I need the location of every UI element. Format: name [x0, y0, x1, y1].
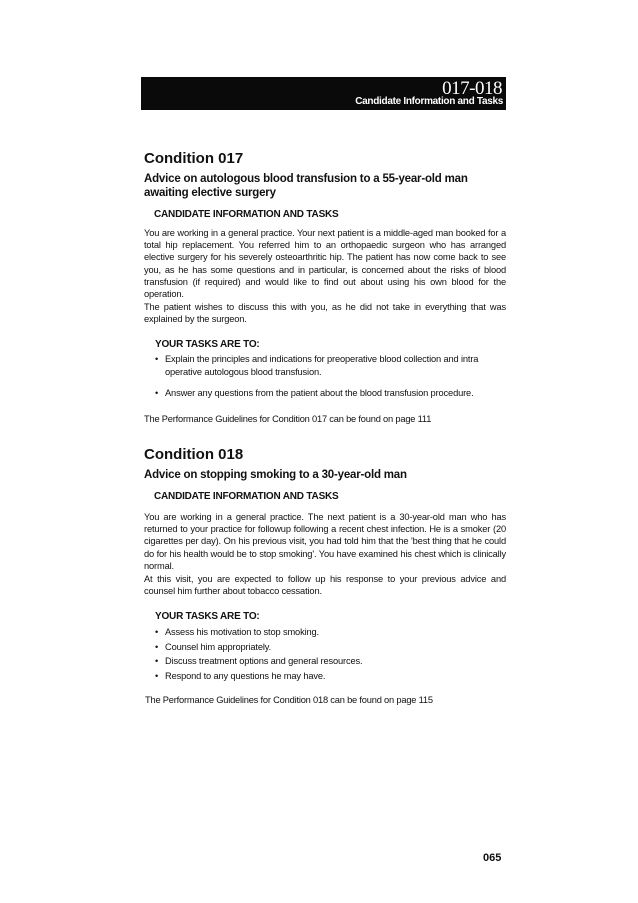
task-text: Answer any questions from the patient about the blood transfusion procedure. — [165, 388, 474, 398]
condition-017-guidelines-ref: The Performance Guidelines for Condition 017 can be found on page 111 — [144, 414, 432, 424]
condition-018-paragraph-1: You are working in a general practice. The next patient is a 30-year-old man who has returned to your practice for followup following a recent chest infection. He is a smoker (20 cigarettes per day). On his previous visit, you had told him that the 'best thing that he could do for his health would be to stop smoking'. You have examined his chest which is clinically normal. — [144, 512, 506, 571]
page-number: 065 — [483, 852, 502, 864]
condition-018-info — [144, 511, 506, 597]
task-text: Respond to any questions he may have. — [165, 670, 326, 681]
condition-017-subtitle-line1: Advice on autologous blood transfusion to a 55-year-old man — [144, 173, 468, 185]
condition-018-task-list — [155, 626, 500, 682]
header-code: 017-018 — [442, 78, 502, 99]
bullet-icon: • — [155, 656, 159, 666]
task-text: Counsel him appropriately. — [165, 641, 271, 652]
bullet-icon: • — [155, 641, 159, 652]
condition-018-task-item — [155, 655, 500, 668]
bullet-icon: • — [155, 670, 159, 681]
condition-018-guidelines-ref: The Performance Guidelines for Condition 018 can be found on page 115 — [145, 695, 433, 705]
condition-017-task-list — [155, 353, 500, 400]
condition-017-subtitle-line2: awaiting elective surgery — [144, 187, 276, 199]
condition-017-task-item — [155, 353, 500, 378]
condition-017-title-block — [144, 150, 506, 200]
condition-018-task-item — [155, 670, 500, 683]
condition-018-task-item — [155, 626, 500, 639]
condition-018-task-item — [155, 641, 500, 654]
bullet-icon: • — [155, 627, 159, 637]
header-bar — [141, 77, 506, 110]
condition-017-info — [144, 227, 506, 326]
condition-018-paragraph-2: At this visit, you are expected to follow up his response to your previous advice and counsel him further about tobacco cessation. — [144, 574, 506, 597]
bullet-icon: • — [155, 388, 159, 398]
task-text: Explain the principles and indications for preoperative blood collection and intra operative autologous blood transfusion. — [165, 354, 479, 377]
condition-018-tasks-heading: YOUR TASKS ARE TO: — [155, 611, 260, 622]
header-subtitle: Candidate Information and Tasks — [355, 96, 503, 107]
condition-017-paragraph-1: You are working in a general practice. Your next patient is a middle-aged man booked for a total hip replacement. You referred him to an orthopaedic surgeon who has arranged elective surgery for his severely osteoarthritic hip. The patient has now come back to see you, as he has some questions and in particular, is concerned about the risks of blood transfusion (if required) and would like to find out about using his own blood for the operation. — [144, 228, 506, 300]
task-text: Discuss treatment options and general resources. — [165, 656, 363, 666]
condition-017-candidate-heading: CANDIDATE INFORMATION AND TASKS — [154, 209, 339, 220]
condition-018-title-block — [144, 446, 506, 482]
condition-018-subtitle: Advice on stopping smoking to a 30-year-old man — [144, 469, 407, 481]
condition-017-tasks-heading: YOUR TASKS ARE TO: — [155, 339, 260, 350]
bullet-icon: • — [155, 354, 159, 364]
condition-018-title: Condition 018 — [144, 446, 244, 463]
task-text: Assess his motivation to stop smoking. — [165, 627, 319, 637]
condition-017-paragraph-2: The patient wishes to discuss this with you, as he did not take in everything that was explained by the surgeon. — [144, 302, 506, 325]
condition-018-candidate-heading: CANDIDATE INFORMATION AND TASKS — [154, 491, 339, 502]
condition-017-title: Condition 017 — [144, 150, 244, 167]
condition-017-task-item — [155, 387, 500, 400]
